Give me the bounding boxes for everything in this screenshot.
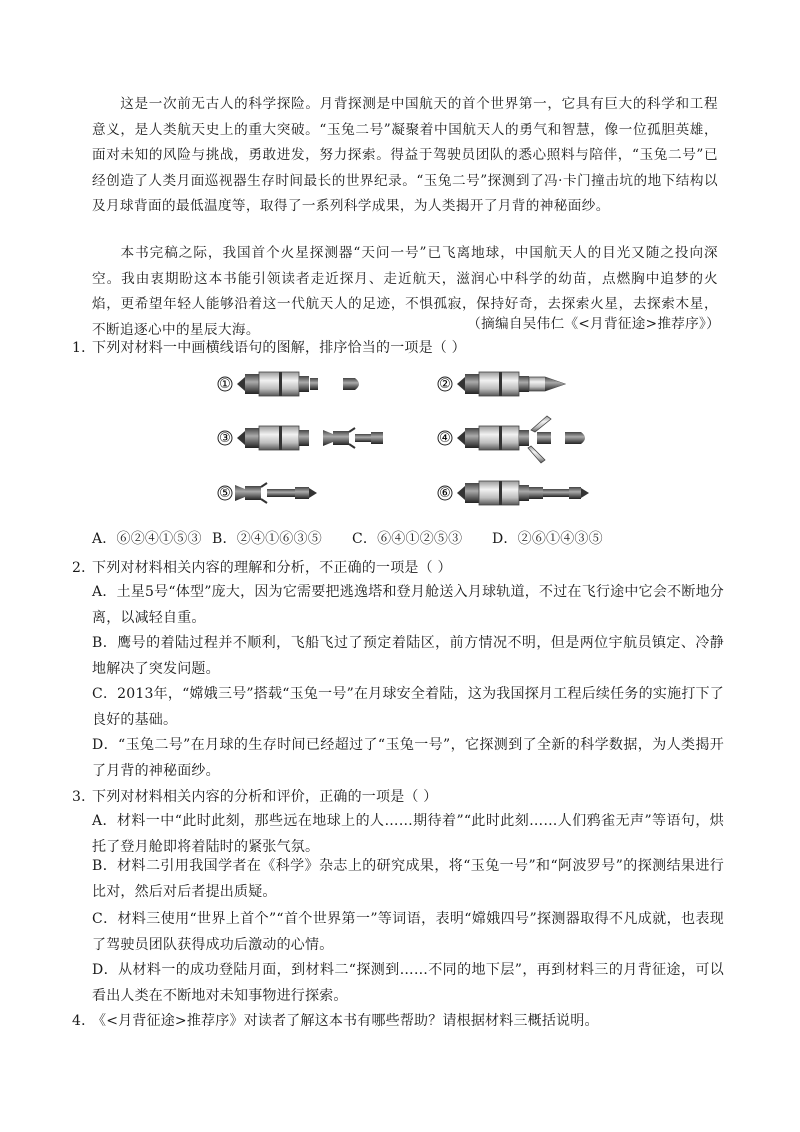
figure-3 bbox=[218, 426, 383, 450]
question-4-stem: 4．《<月背征途>推荐序》对读者了解这本书有哪些帮助？请根据材料三概括说明。 bbox=[72, 1013, 599, 1029]
question-3-option-b[interactable]: B．材料二引用我国学者在《科学》杂志上的研究成果，将“玉兔一号”和“阿波罗号”的探测结果进行比对，然后对后者提出质疑。 bbox=[92, 858, 724, 900]
figure-2 bbox=[438, 372, 565, 396]
figure-label-2: ② bbox=[439, 377, 451, 392]
question-3-stem: 3．下列对材料相关内容的分析和评价，正确的一项是（ ） bbox=[72, 789, 438, 805]
figure-label-1: ① bbox=[219, 377, 231, 392]
question-2-option-d[interactable]: D．“玉兔二号”在月球的生存时间已经超过了“玉兔一号”，它探测到了全新的科学数据，为人类揭开了月背的神秘面纱。 bbox=[92, 737, 724, 779]
rocket-separation-figure bbox=[215, 368, 605, 513]
figure-label-3: ③ bbox=[219, 431, 231, 446]
figure-5 bbox=[218, 483, 317, 503]
question-2-option-c[interactable]: C．2013年，“嫦娥三号”搭载“玉兔一号”在月球安全着陆，这为我国探月工程后续任务的实施打下了良好的基础。 bbox=[92, 686, 724, 728]
question-3-option-d[interactable]: D．从材料一的成功登陆月面，到材料二“探测到……不同的地下层”，再到材料三的月背征途，可以看出人类在不断地对未知事物进行探索。 bbox=[92, 962, 724, 1004]
figure-label-6: ⑥ bbox=[439, 486, 451, 501]
passage-source: （摘编自吴伟仁《<月背征途>推荐序》） bbox=[467, 316, 720, 332]
question-2-option-b[interactable]: B．鹰号的着陆过程并不顺利，飞船飞过了预定着陆区，前方情况不明，但是两位宇航员镇定、冷静地解决了突发问题。 bbox=[92, 635, 724, 677]
passage-paragraph-1: 这是一次前无古人的科学探险。月背探测是中国航天的首个世界第一，它具有巨大的科学和工程意义，是人类航天史上的重大突破。“玉兔二号”凝聚着中国航天人的勇气和智慧，像一位孤胆英雄，面对未知的风险与挑战，勇敢进发，努力探索。得益于驾驶员团队的悉心照料与陪伴，“玉兔二号”已经创造了人类月面巡视器生存时间最长的世界纪录。“玉兔二号”探测到了冯·卡门撞击坑的地下结构以及月球背面的最低温度等，取得了一系列科学成果，为人类揭开了月背的神秘面纱。 bbox=[92, 96, 718, 214]
figure-label-4: ④ bbox=[439, 431, 451, 446]
question-2-option-a[interactable]: A．土星5号“体型”庞大，因为它需要把逃逸塔和登月舱送入月球轨道，不过在飞行途中它会不断地分离，以减轻自重。 bbox=[92, 584, 724, 626]
question-3-option-c[interactable]: C．材料三使用“世界上首个”“首个世界第一”等词语，表明“嫦娥四号”探测器取得不凡成就，也表现了驾驶员团队获得成功后激动的心情。 bbox=[92, 911, 724, 953]
figure-label-5: ⑤ bbox=[219, 486, 231, 501]
question-1-option-d[interactable]: D．②⑥①④③⑤ bbox=[492, 531, 603, 547]
figure-1 bbox=[218, 372, 359, 396]
question-1-stem: 1．下列对材料一中画横线语句的图解，排序恰当的一项是（ ） bbox=[72, 340, 466, 356]
question-1-option-c[interactable]: C．⑥④①②⑤③ bbox=[352, 531, 463, 547]
passage-paragraph-2: 本书完稿之际，我国首个火星探测器“天问一号”已飞离地球，中国航天人的目光又随之投向深空。我由衷期盼这本书能引领读者走近探月、走近航天，滋润心中科学的幼苗，点燃胸中追梦的火焰，更希望年轻人能够沿着这一代航天人的足迹，不惧孤寂，保持好奇，去探索火星，去探索木星，不断追逐心中的星辰大海。 bbox=[92, 245, 718, 338]
figure-4 bbox=[438, 416, 585, 463]
question-3-option-a[interactable]: A．材料一中“此时此刻，那些远在地球上的人……期待着”“此时此刻……人们鸦雀无声”等语句，烘托了登月舱即将着陆时的紧张气氛。 bbox=[92, 813, 724, 855]
question-2-stem: 2．下列对材料相关内容的理解和分析，不正确的一项是（ ） bbox=[72, 560, 452, 576]
question-1-option-b[interactable]: B．②④①⑥③⑤ bbox=[212, 531, 322, 547]
figure-6 bbox=[438, 481, 589, 505]
question-1-option-a[interactable]: A．⑥②④①⑤③ bbox=[92, 531, 202, 547]
